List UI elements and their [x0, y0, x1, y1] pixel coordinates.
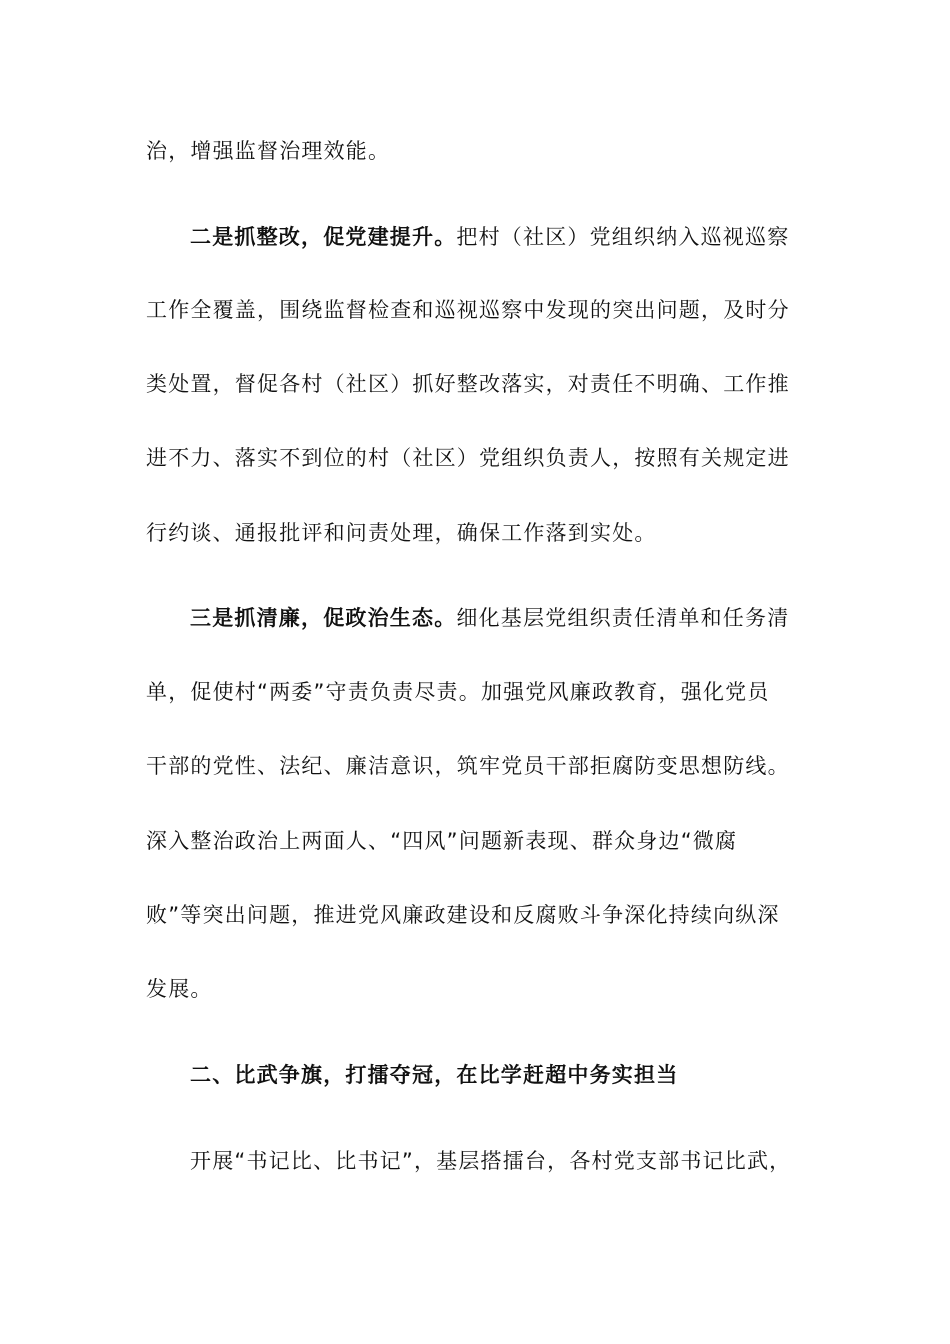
paragraph-2-line-3: 类处置，督促各村（社区）抓好整改落实，对责任不明确、工作推 [146, 372, 790, 396]
paragraph-2-line-1 [190, 222, 850, 252]
paragraph-3-line-2: 单，促使村“两委”守责负责尽责。加强党风廉政教育，强化党员 [146, 680, 770, 704]
paragraph-3-line-1 [190, 603, 850, 633]
paragraph-3-line-4: 深入整治政治上两面人、“四风”问题新表现、群众身边“微腐 [146, 829, 738, 853]
paragraph-4-line-1: 开展“书记比、比书记”，基层搭擂台，各村党支部书记比武， [190, 1149, 792, 1173]
paragraph-2-line-4: 进不力、落实不到位的村（社区）党组织负责人，按照有关规定进 [146, 446, 790, 470]
paragraph-2-line-1-text: 把村（社区）党组织纳入巡视巡察 [456, 225, 790, 249]
section-heading: 二、比武争旗，打擂夺冠，在比学赶超中务实担当 [190, 1063, 679, 1087]
paragraph-3-heading: 三是抓清廉，促政治生态。 [190, 606, 457, 630]
paragraph-3-line-5: 败”等突出问题，推进党风廉政建设和反腐败斗争深化持续向纵深 [146, 903, 780, 927]
paragraph-1-line-1: 治，增强监督治理效能。 [146, 139, 391, 163]
paragraph-2-line-2: 工作全覆盖，围绕监督检查和巡视巡察中发现的突出问题，及时分 [146, 298, 790, 322]
paragraph-2-heading: 二是抓整改，促党建提升。 [190, 225, 457, 249]
paragraph-2-line-5: 行约谈、通报批评和问责处理，确保工作落到实处。 [146, 521, 657, 545]
paragraph-3-line-1-text: 细化基层党组织责任清单和任务清 [456, 606, 790, 630]
paragraph-3-line-6: 发展。 [146, 977, 213, 1001]
paragraph-3-line-3: 干部的党性、法纪、廉洁意识，筑牢党员干部拒腐防变思想防线。 [146, 754, 790, 778]
